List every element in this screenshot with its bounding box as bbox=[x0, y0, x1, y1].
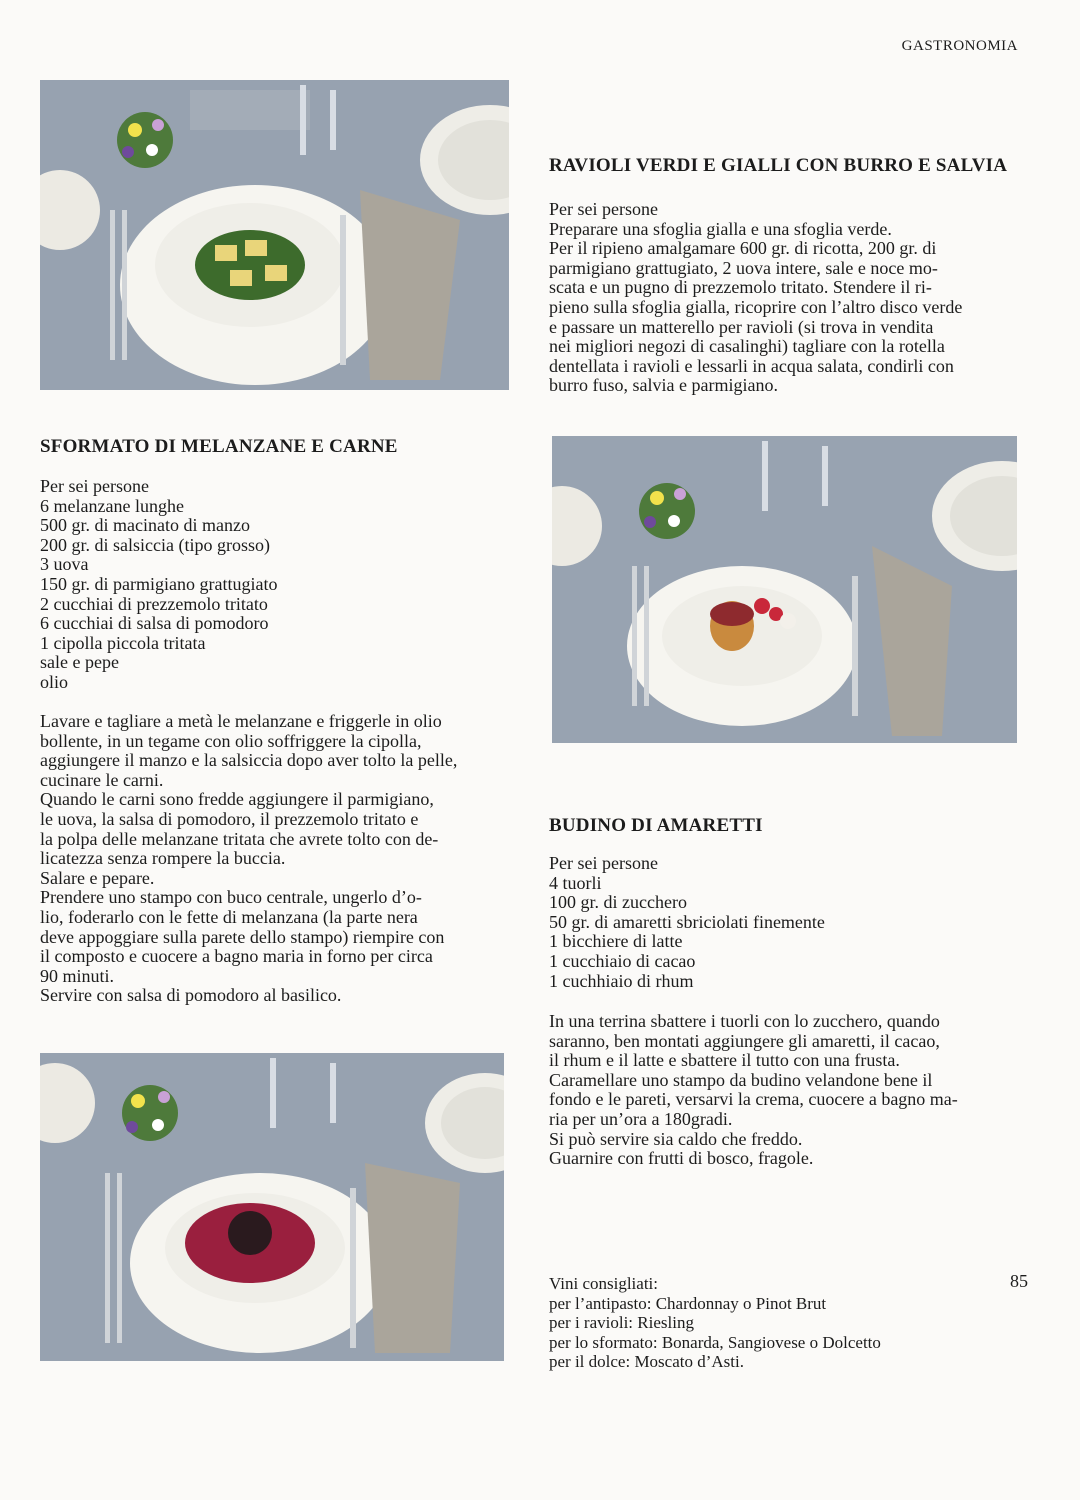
method-line: licatezza senza rompere la buccia. bbox=[40, 848, 286, 869]
text-line: e passare un matterello per ravioli (si trova in vendita bbox=[549, 316, 934, 337]
ingredient-line: 6 melanzane lunghe bbox=[40, 495, 184, 516]
sformato-photo bbox=[40, 1053, 504, 1361]
text-line: Preparare una sfoglia gialla e una sfoglia verde. bbox=[549, 218, 892, 239]
method-line: il rhum e il latte e sbattere il tutto con una frusta. bbox=[549, 1050, 900, 1071]
method-line: la polpa delle melanzane tritata che avrete tolto con de- bbox=[40, 828, 439, 849]
text-line: pieno sulla sfoglia gialla, ricoprire con l’altro disco verde bbox=[549, 296, 963, 317]
ingredient-line: olio bbox=[40, 671, 69, 692]
method-line: lio, foderarlo con le fette di melanzana (la parte nera bbox=[40, 906, 418, 927]
page-number: 85 bbox=[1010, 1271, 1028, 1291]
wine-suggestions bbox=[549, 1274, 881, 1372]
method-line: fondo e le pareti, versarvi la crema, cuocere a bagno ma- bbox=[549, 1089, 958, 1110]
ingredient-line: Per sei persone bbox=[549, 853, 658, 873]
wine-line: Vini consigliati: bbox=[549, 1274, 658, 1293]
text-line: Per il ripieno amalgamare 600 gr. di ricotta, 200 gr. di bbox=[549, 238, 937, 259]
ravioli-text bbox=[549, 200, 962, 396]
method-line: Quando le carni sono fredde aggiungere il parmigiano, bbox=[40, 789, 434, 810]
budino-title: BUDINO DI AMARETTI bbox=[549, 815, 763, 836]
method-line: Servire con salsa di pomodoro al basilico. bbox=[40, 985, 342, 1006]
method-line: Salare e pepare. bbox=[40, 867, 155, 888]
ingredient-line: 1 cucchiaio di cacao bbox=[549, 950, 696, 971]
wine-line: per lo sformato: Bonarda, Sangiovese o Dolcetto bbox=[549, 1332, 881, 1352]
ingredient-line: 200 gr. di salsiccia (tipo grosso) bbox=[40, 534, 270, 555]
ingredient-line: 2 cucchiai di prezzemolo tritato bbox=[40, 593, 268, 614]
method-line: cucinare le carni. bbox=[40, 769, 164, 790]
wine-line: per l’antipasto: Chardonnay o Pinot Brut bbox=[549, 1293, 827, 1313]
method-line: Lavare e tagliare a metà le melanzane e friggerle in olio bbox=[40, 711, 442, 731]
ingredient-line: 3 uova bbox=[40, 554, 89, 575]
ingredient-line: 50 gr. di amaretti sbriciolati finemente bbox=[549, 911, 825, 932]
ingredient-line: 1 cipolla piccola tritata bbox=[40, 632, 206, 653]
ingredient-line: Per sei persone bbox=[40, 476, 149, 496]
method-line: Si può servire sia caldo che freddo. bbox=[549, 1128, 803, 1149]
sformato-ingredients bbox=[40, 477, 277, 693]
ravioli-title: RAVIOLI VERDI E GIALLI CON BURRO E SALVIA bbox=[549, 155, 1008, 176]
ingredient-line: 4 tuorli bbox=[549, 872, 602, 893]
ingredient-line: 1 cuchhiaio di rhum bbox=[549, 970, 694, 991]
text-line: scata e un pugno di prezzemolo tritato. Stendere il ri- bbox=[549, 277, 932, 298]
method-line: deve appoggiare sulla parete dello stampo) riempire con bbox=[40, 926, 445, 947]
sformato-title: SFORMATO DI MELANZANE E CARNE bbox=[40, 436, 398, 457]
ingredient-line: sale e pepe bbox=[40, 652, 119, 673]
text-line: burro fuso, salvia e parmigiano. bbox=[549, 375, 778, 396]
sformato-method bbox=[40, 712, 457, 1006]
ingredient-line: 1 bicchiere di latte bbox=[549, 931, 683, 952]
wine-line: per i ravioli: Riesling bbox=[549, 1313, 694, 1333]
ingredient-line: 150 gr. di parmigiano grattugiato bbox=[40, 573, 278, 594]
method-line: saranno, ben montati aggiungere gli amaretti, il cacao, bbox=[549, 1030, 940, 1051]
ingredient-line: 500 gr. di macinato di manzo bbox=[40, 515, 250, 536]
section-header: GASTRONOMIA bbox=[901, 38, 1018, 54]
budino-ingredients bbox=[549, 854, 825, 991]
text-line: parmigiano grattugiato, 2 uova intere, sale e noce mo- bbox=[549, 257, 938, 278]
method-line: le uova, la salsa di pomodoro, il prezzemolo tritato e bbox=[40, 808, 419, 829]
wine-line: per il dolce: Moscato d’Asti. bbox=[549, 1352, 744, 1372]
budino-method bbox=[549, 1012, 958, 1169]
method-line: aggiungere il manzo e la salsiccia dopo aver tolto la pelle, bbox=[40, 750, 458, 771]
text-line: nei migliori negozi di casalinghi) tagliare con la rotella bbox=[549, 336, 945, 357]
method-line: Prendere uno stampo con buco centrale, ungerlo d’o- bbox=[40, 887, 422, 908]
ingredient-line: 6 cucchiai di salsa di pomodoro bbox=[40, 613, 269, 634]
method-line: bollente, in un tegame con olio soffriggere la cipolla, bbox=[40, 730, 422, 751]
ingredient-line: 100 gr. di zucchero bbox=[549, 892, 687, 913]
text-line: Per sei persone bbox=[549, 199, 658, 219]
method-line: Guarnire con frutti di bosco, fragole. bbox=[549, 1148, 814, 1169]
method-line: il composto e cuocere a bagno maria in forno per circa bbox=[40, 946, 433, 967]
method-line: In una terrina sbattere i tuorli con lo zucchero, quando bbox=[549, 1011, 940, 1031]
ravioli-photo bbox=[40, 80, 509, 390]
budino-photo bbox=[552, 436, 1017, 743]
method-line: Caramellare uno stampo da budino velandone bene il bbox=[549, 1069, 933, 1090]
method-line: ria per un’ora a 180gradi. bbox=[549, 1108, 733, 1129]
text-line: dentellata i ravioli e lessarli in acqua salata, condirli con bbox=[549, 355, 954, 376]
method-line: 90 minuti. bbox=[40, 965, 115, 986]
